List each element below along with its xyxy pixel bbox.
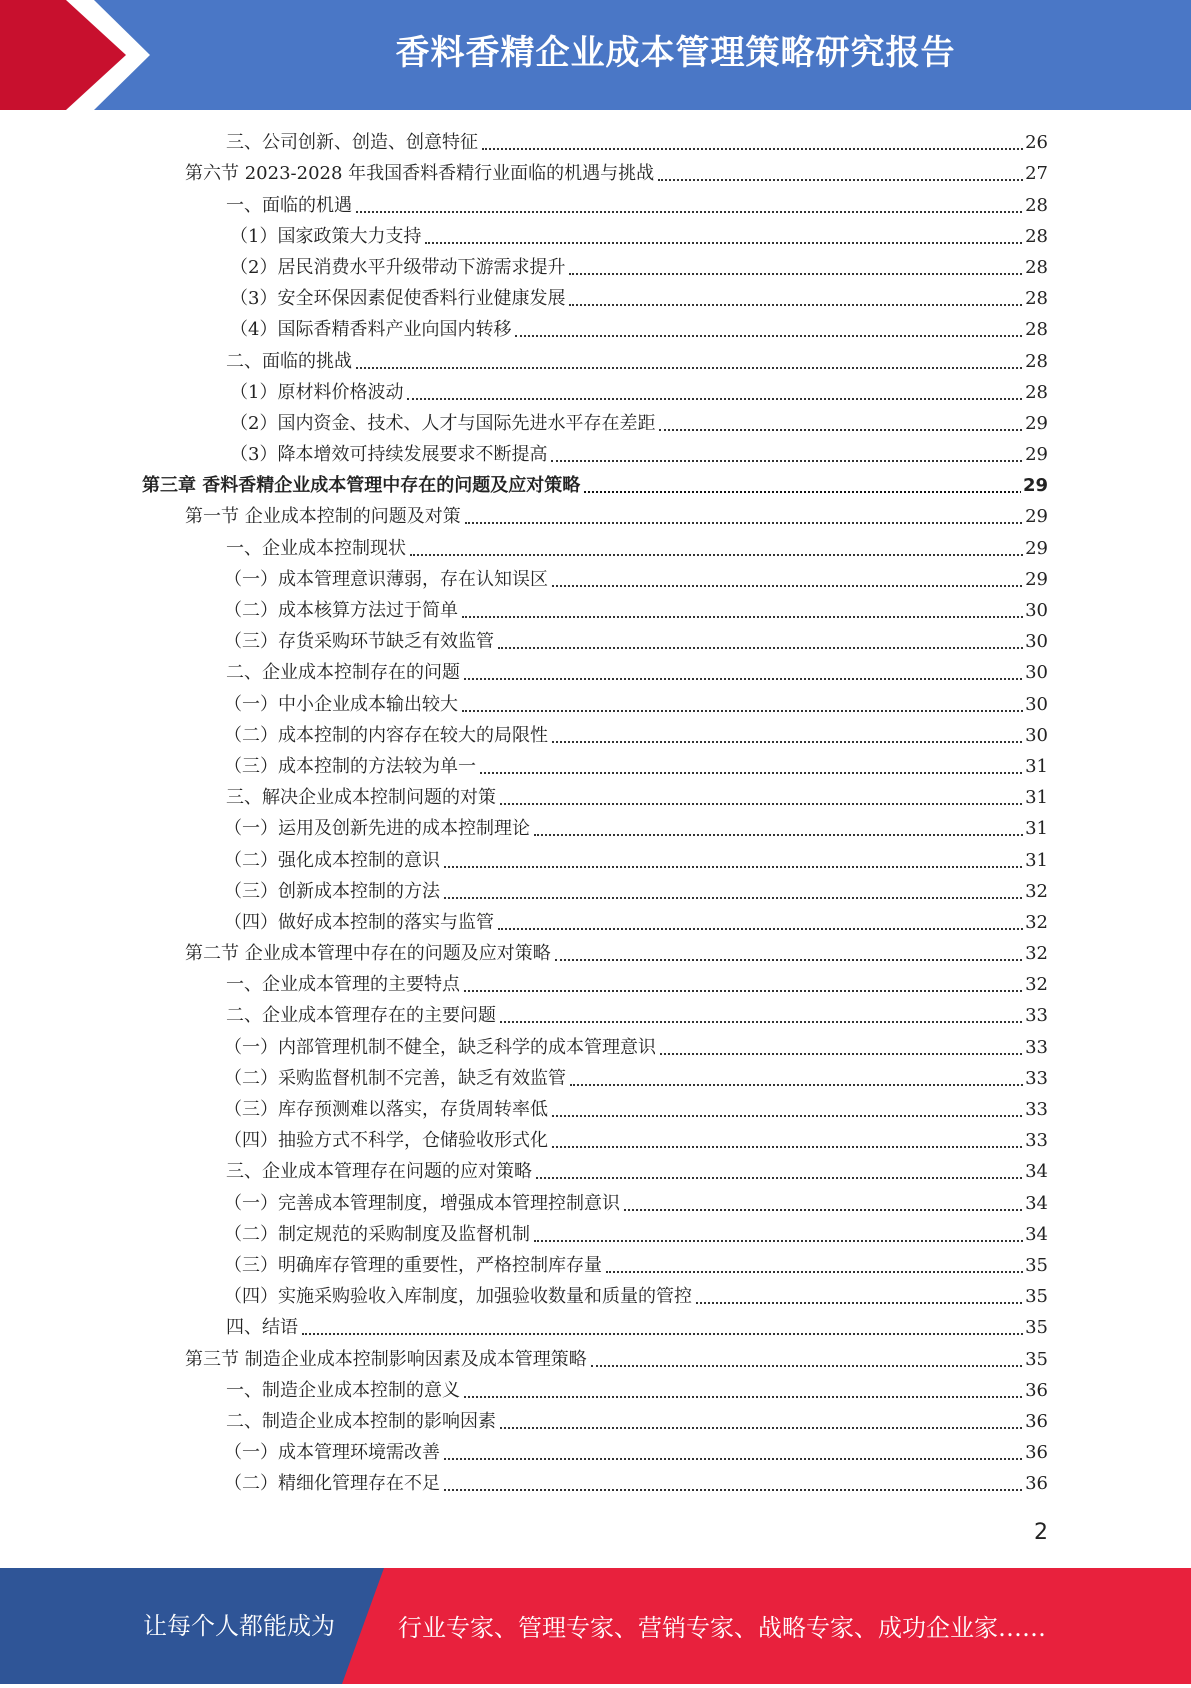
toc-entry-page: 30 <box>1025 600 1048 621</box>
toc-entry-title: （1）原材料价格波动 <box>230 381 404 403</box>
toc-entry[interactable] <box>0 1312 1191 1343</box>
toc-entry[interactable] <box>0 470 1191 501</box>
toc-entry-page: 30 <box>1025 693 1048 715</box>
toc-entry-title: 第一节 企业成本控制的问题及对策 <box>185 506 461 528</box>
toc-entry[interactable] <box>0 1437 1191 1468</box>
toc-leader-dots <box>498 647 1046 649</box>
toc-leader-dots <box>444 1458 1046 1460</box>
toc-entry-title: （2）国内资金、技术、人才与国际先进水平存在差距 <box>230 412 656 434</box>
toc-entry-page: 35 <box>1025 1254 1048 1276</box>
toc-entry-title: （3）降本增效可持续发展要求不断提高 <box>230 444 548 466</box>
toc-entry-page: 34 <box>1025 1161 1048 1183</box>
toc-entry[interactable] <box>0 501 1191 532</box>
toc-entry-title: （三）库存预测难以落实，存货周转率低 <box>224 1099 548 1120</box>
toc-entry-title: （二）成本控制的内容存在较大的局限性 <box>224 724 548 746</box>
toc-entry[interactable] <box>0 345 1191 376</box>
toc-entry-title: （二）强化成本控制的意识 <box>224 849 440 871</box>
toc-leader-dots <box>410 554 1046 556</box>
toc-entry[interactable] <box>0 751 1191 782</box>
toc-leader-dots <box>465 522 1046 524</box>
toc-entry-title: 三、公司创新、创造、创意特征 <box>226 132 478 154</box>
footer-slogan-right: 行业专家、管理专家、营销专家、战略专家、成功企业家…… <box>398 1614 1046 1642</box>
toc-entry[interactable] <box>0 1219 1191 1250</box>
toc-entry-page: 30 <box>1025 662 1048 684</box>
toc-entry-title: 二、企业成本控制存在的问题 <box>226 662 460 684</box>
toc-entry-page: 29 <box>1025 412 1048 434</box>
header-arrow-icon <box>0 0 140 110</box>
toc-entry-title: 一、企业成本控制现状 <box>226 537 406 559</box>
toc-leader-dots <box>482 148 1046 150</box>
toc-entry-title: （二）成本核算方法过于简单 <box>224 600 458 621</box>
toc-entry-page: 34 <box>1025 1223 1048 1245</box>
toc-entry-title: （三）存货采购环节缺乏有效监管 <box>224 631 494 653</box>
toc-entry-title: 第二节 企业成本管理中存在的问题及应对策略 <box>185 943 551 965</box>
toc-leader-dots <box>624 1209 1046 1211</box>
toc-entry[interactable] <box>0 626 1191 657</box>
toc-entry-page: 34 <box>1025 1192 1048 1214</box>
toc-leader-dots <box>591 1365 1046 1367</box>
toc-leader-dots <box>480 772 1046 774</box>
toc-leader-dots <box>551 460 1046 462</box>
toc-entry[interactable] <box>0 377 1191 408</box>
toc-entry-page: 26 <box>1025 132 1048 154</box>
toc-leader-dots <box>462 710 1046 712</box>
toc-leader-dots <box>534 1240 1046 1242</box>
toc-entry-page: 32 <box>1025 974 1048 996</box>
toc-entry-title: （一）中小企业成本输出较大 <box>224 693 458 715</box>
toc-entry-page: 36 <box>1025 1379 1048 1401</box>
toc-entry[interactable] <box>0 1406 1191 1437</box>
toc-entry-title: 三、企业成本管理存在问题的应对策略 <box>226 1161 532 1183</box>
toc-entry[interactable] <box>0 158 1191 189</box>
toc-entry-title: （三）成本控制的方法较为单一 <box>224 755 476 777</box>
toc-entry[interactable] <box>0 688 1191 719</box>
toc-entry-page: 29 <box>1022 475 1048 497</box>
toc-entry-page: 28 <box>1025 256 1048 278</box>
toc-entry-title: 二、面临的挑战 <box>226 350 352 372</box>
toc-leader-dots <box>659 429 1046 431</box>
toc-entry-title: 二、制造企业成本控制的影响因素 <box>226 1410 496 1432</box>
toc-entry[interactable] <box>0 1281 1191 1312</box>
table-of-contents <box>0 127 1191 1499</box>
toc-leader-dots <box>658 179 1046 181</box>
toc-entry-title: （三）创新成本控制的方法 <box>224 880 440 902</box>
toc-leader-dots <box>500 1021 1046 1023</box>
toc-entry-page: 35 <box>1025 1286 1048 1308</box>
toc-entry-title: （1）国家政策大力支持 <box>230 225 422 247</box>
toc-entry[interactable] <box>0 1000 1191 1031</box>
toc-entry-page: 33 <box>1025 1130 1048 1152</box>
toc-entry-page: 32 <box>1025 880 1048 902</box>
toc-leader-dots <box>444 897 1046 899</box>
toc-leader-dots <box>444 1489 1046 1491</box>
toc-entry-title: （二）制定规范的采购制度及监督机制 <box>224 1223 530 1245</box>
toc-leader-dots <box>464 678 1046 680</box>
toc-entry-title: （二）采购监督机制不完善，缺乏有效监管 <box>224 1067 566 1089</box>
toc-entry-title: 第三节 制造企业成本控制影响因素及成本管理策略 <box>185 1348 587 1370</box>
toc-entry-page: 36 <box>1025 1410 1048 1432</box>
toc-entry[interactable] <box>0 1094 1191 1125</box>
toc-leader-dots <box>302 1333 1046 1335</box>
toc-entry-page: 31 <box>1025 755 1048 777</box>
toc-entry[interactable] <box>0 1063 1191 1094</box>
toc-entry-page: 31 <box>1025 787 1048 809</box>
toc-entry-title: （一）内部管理机制不健全，缺乏科学的成本管理意识 <box>224 1036 656 1058</box>
page-header <box>0 0 1191 110</box>
toc-entry[interactable] <box>0 782 1191 813</box>
toc-entry[interactable] <box>0 1125 1191 1156</box>
page-footer <box>0 1568 1191 1684</box>
toc-entry-page: 35 <box>1025 1348 1048 1370</box>
toc-entry[interactable] <box>0 1187 1191 1218</box>
toc-entry-title: （四）做好成本控制的落实与监管 <box>224 911 494 933</box>
toc-leader-dots <box>462 616 1046 618</box>
toc-entry-title: 一、企业成本管理的主要特点 <box>226 974 460 996</box>
toc-entry-title: （四）实施采购验收入库制度，加强验收数量和质量的管控 <box>224 1286 692 1308</box>
toc-leader-dots <box>515 335 1046 337</box>
toc-entry-page: 33 <box>1025 1067 1048 1089</box>
toc-entry-title: （一）完善成本管理制度，增强成本管理控制意识 <box>224 1192 620 1214</box>
toc-leader-dots <box>555 959 1046 961</box>
toc-entry-page: 29 <box>1025 444 1048 466</box>
toc-entry-page: 33 <box>1025 1099 1048 1120</box>
toc-entry[interactable] <box>0 1343 1191 1374</box>
toc-entry-title: （4）国际香精香料产业向国内转移 <box>230 319 512 341</box>
toc-entry[interactable] <box>0 969 1191 1000</box>
toc-entry-page: 31 <box>1025 818 1048 840</box>
toc-entry-page: 28 <box>1025 225 1048 247</box>
toc-leader-dots <box>536 1177 1046 1179</box>
toc-entry[interactable] <box>0 1031 1191 1062</box>
toc-leader-dots <box>660 1053 1046 1055</box>
toc-leader-dots <box>552 1115 1046 1117</box>
toc-entry[interactable] <box>0 408 1191 439</box>
toc-leader-dots <box>464 1396 1046 1398</box>
toc-entry[interactable] <box>0 907 1191 938</box>
toc-entry[interactable] <box>0 252 1191 283</box>
toc-leader-dots <box>407 398 1046 400</box>
toc-entry-title: 三、解决企业成本控制问题的对策 <box>226 787 496 809</box>
toc-entry-page: 30 <box>1025 631 1048 653</box>
footer-slogan-left: 让每个人都能成为 <box>143 1612 335 1640</box>
toc-entry-page: 29 <box>1025 506 1048 528</box>
toc-entry-title: （一）成本管理环境需改善 <box>224 1442 440 1464</box>
toc-entry-page: 28 <box>1025 288 1048 310</box>
toc-leader-dots <box>569 304 1046 306</box>
toc-entry-page: 27 <box>1025 163 1048 185</box>
toc-entry-page: 28 <box>1025 319 1048 341</box>
toc-entry-page: 32 <box>1025 943 1048 965</box>
toc-entry-page: 28 <box>1025 350 1048 372</box>
toc-entry-title: 第六节 2023-2028 年我国香料香精行业面临的机遇与挑战 <box>185 163 655 185</box>
toc-entry[interactable] <box>0 314 1191 345</box>
toc-entry[interactable] <box>0 221 1191 252</box>
toc-entry[interactable] <box>0 1375 1191 1406</box>
toc-leader-dots <box>570 1084 1046 1086</box>
toc-entry-page: 30 <box>1025 724 1048 746</box>
toc-entry[interactable] <box>0 657 1191 688</box>
toc-entry-page: 33 <box>1025 1005 1048 1027</box>
toc-entry[interactable] <box>0 876 1191 907</box>
toc-entry-page: 28 <box>1025 194 1048 216</box>
toc-entry[interactable] <box>0 844 1191 875</box>
toc-leader-dots <box>500 1427 1046 1429</box>
toc-leader-dots <box>569 273 1046 275</box>
toc-leader-dots <box>552 1146 1046 1148</box>
toc-entry-page: 28 <box>1025 381 1048 403</box>
toc-leader-dots <box>606 1271 1046 1273</box>
toc-entry[interactable] <box>0 938 1191 969</box>
toc-entry[interactable] <box>0 813 1191 844</box>
toc-entry-page: 31 <box>1025 849 1048 871</box>
toc-entry[interactable] <box>0 1156 1191 1187</box>
toc-leader-dots <box>500 803 1046 805</box>
toc-leader-dots <box>552 741 1046 743</box>
toc-entry-title: 二、企业成本管理存在的主要问题 <box>226 1005 496 1027</box>
toc-entry-page: 36 <box>1025 1442 1048 1464</box>
toc-leader-dots <box>464 990 1046 992</box>
toc-entry-page: 36 <box>1025 1473 1048 1495</box>
toc-entry-title: 四、结语 <box>226 1317 298 1339</box>
toc-entry-title: 一、制造企业成本控制的意义 <box>226 1379 460 1401</box>
toc-leader-dots <box>356 367 1046 369</box>
toc-entry-title: （2）居民消费水平升级带动下游需求提升 <box>230 256 566 278</box>
toc-entry-page: 29 <box>1025 568 1048 590</box>
toc-entry[interactable] <box>0 283 1191 314</box>
toc-entry[interactable] <box>0 564 1191 595</box>
toc-entry[interactable] <box>0 127 1191 158</box>
report-title: 香料香精企业成本管理策略研究报告 <box>395 33 956 73</box>
toc-leader-dots <box>425 242 1046 244</box>
toc-entry-title: （一）成本管理意识薄弱，存在认知误区 <box>224 568 548 590</box>
toc-entry[interactable] <box>0 439 1191 470</box>
toc-leader-dots <box>356 211 1046 213</box>
toc-entry[interactable] <box>0 532 1191 563</box>
toc-entry[interactable] <box>0 1468 1191 1499</box>
toc-leader-dots <box>696 1302 1046 1304</box>
toc-entry-page: 29 <box>1025 537 1048 559</box>
toc-entry[interactable] <box>0 720 1191 751</box>
toc-entry-page: 33 <box>1025 1036 1048 1058</box>
toc-entry-page: 35 <box>1025 1317 1048 1339</box>
toc-entry-title: 一、面临的机遇 <box>226 194 352 216</box>
toc-entry-title: （一）运用及创新先进的成本控制理论 <box>224 818 530 840</box>
toc-entry-title: （二）精细化管理存在不足 <box>224 1473 440 1495</box>
toc-leader-dots <box>498 928 1046 930</box>
page-number: 2 <box>1034 1520 1048 1545</box>
toc-entry-title: （三）明确库存管理的重要性，严格控制库存量 <box>224 1254 602 1276</box>
toc-entry-title: （四）抽验方式不科学，仓储验收形式化 <box>224 1130 548 1152</box>
toc-leader-dots <box>552 585 1046 587</box>
toc-entry[interactable] <box>0 1250 1191 1281</box>
toc-entry-title: 第三章 香料香精企业成本管理中存在的问题及应对策略 <box>142 475 581 497</box>
toc-entry-page: 32 <box>1025 911 1048 933</box>
toc-entry[interactable] <box>0 595 1191 626</box>
toc-leader-dots <box>444 866 1046 868</box>
toc-leader-dots <box>584 491 1046 493</box>
toc-entry-title: （3）安全环保因素促使香料行业健康发展 <box>230 288 566 310</box>
toc-leader-dots <box>534 834 1046 836</box>
toc-entry[interactable] <box>0 189 1191 220</box>
